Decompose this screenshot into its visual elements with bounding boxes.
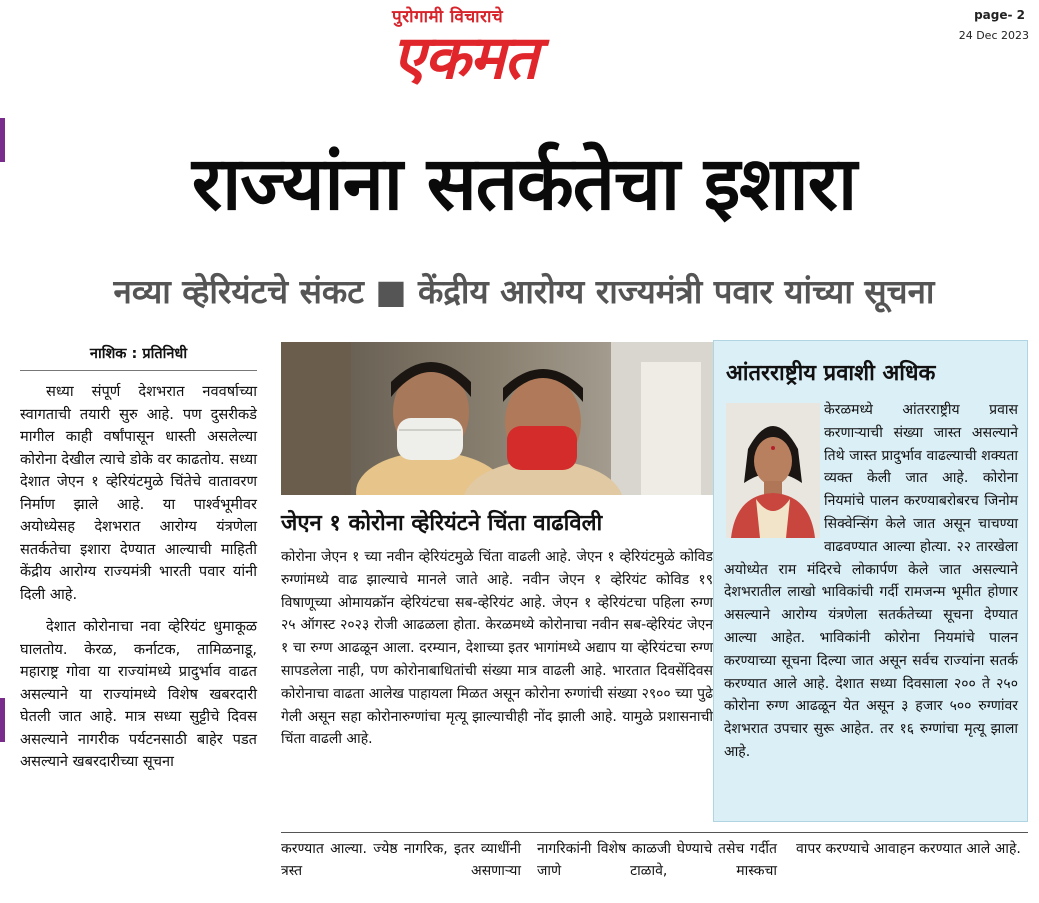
portrait-photo bbox=[726, 403, 820, 538]
bottom-column-3: वापर करण्याचे आवाहन करण्यात आले आहे. bbox=[796, 841, 1021, 857]
page-title: राज्यांना सतर्कतेचा इशारा bbox=[191, 141, 857, 227]
bottom-column-2: नागरिकांनी विशेष काळजी घेण्याचे तसेच गर्दीत जाणे टाळावे, मास्कचा bbox=[537, 841, 777, 879]
bottom-column-1: करण्यात आल्या. ज्येष्ठ नागरिक, इतर व्याधींनी त्रस्त असणाऱ्या bbox=[281, 841, 521, 879]
masked-women-photo bbox=[281, 342, 713, 495]
bottom-divider bbox=[281, 832, 1028, 833]
left-column bbox=[20, 342, 257, 774]
masthead-logo: एकमत bbox=[392, 23, 538, 93]
byline: नाशिक : प्रतिनिधी bbox=[89, 346, 188, 362]
subheadline: नव्या व्हेरियंटचे संकट ■ केंद्रीय आरोग्य राज्यमंत्री पवार यांच्या सूचना bbox=[113, 272, 935, 311]
news-photo bbox=[281, 342, 713, 495]
page-number: page- 2 bbox=[974, 8, 1025, 22]
page-date: 24 Dec 2023 bbox=[958, 29, 1029, 42]
story-body: कोरोना जेएन १ च्या नवीन व्हेरियंटमुळे चिंता वाढली आहे. जेएन १ व्हेरियंटमुळे कोविड रुग्णांमध्ये वाढ झाल्याचे मानले जाते आहे. नवीन जेएन १ व्हेरियंट कोविड १९ विषाणूच्या ओमायक्रॉन व्हेरियंटचा सब-व्हेरियंट आहे. जेएन १ व्हेरियंटचा पहिला रुग्ण २५ ऑगस्ट २०२३ रोजी आढळला होता. केरळमध्ये कोरोनाचा नवीन सब-व्हेरियंट जेएन १ चा रुग्ण आढळून आला. दरम्यान, देशाच्या इतर भागांमध्ये अद्याप या व्हेरियंटचा रुग्ण सापडलेला नाही, पण कोरोनाबाधितांची संख्या मात्र वाढली आहे. भारतात दिवसेंदिवस कोरोनाचा वाढता आलेख पाहायला मिळत असून कोरोना रुग्णांची संख्या २९०० च्या पुढे गेली असून सहा कोरोनारुग्णांचा मृत्यू झाल्याचीही नोंद झाली आहे. यामुळे प्रशासनाची चिंता वाढली आहे. bbox=[281, 549, 713, 748]
divider bbox=[20, 370, 257, 371]
left-accent-bar bbox=[0, 118, 5, 162]
sidebar-box bbox=[713, 340, 1028, 822]
minister-portrait bbox=[726, 403, 820, 538]
story-subheadline: जेएन १ कोरोना व्हेरियंटने चिंता वाढविली bbox=[281, 511, 603, 536]
sidebar-body-text: केरळमध्ये आंतरराष्ट्रीय प्रवास करणाऱ्याची संख्या जास्त असल्याने तिथे जास्त प्रादुर्भाव वाढल्याची शक्यता व्यक्त केली जात आहे. कोरोना नियमांचे पालन करण्याबरोबरच जिनोम सिक्वेन्सिंग केले जात असून चाचण्या वाढवण्यात आल्या होत्या. २२ तारखेला अयोध्येत राम मंदिरचे लोकार्पण केले जात असल्याने देशभरातील लाखो भाविकांची गर्दी रामजन्म भूमीत होणार असल्याने आरोग्य यंत्रणेला सतर्कतेच्या सूचना देण्यात आल्या आहेत. भाविकांनी कोरोना नियमांचे पालन करण्याच्या सूचना दिल्या जात असून सर्वच राज्यांना सतर्क करण्यात आले आहे. देशात सध्या दिवसाला २०० ते २५० कोरोना रुग्ण आढळून येत असून ३ हजार ५०० रुग्णांवर देशभरात उपचार सुरू आहेत. तर १६ रुग्णांचा मृत्यू झाला आहे. bbox=[724, 402, 1018, 760]
masthead-tagline: पुरोगामी विचाराचे bbox=[392, 7, 504, 27]
article-paragraph: देशात कोरोनाचा नवा व्हेरियंट धुमाकूळ घालतोय. केरळ, कर्नाटक, तामिळनाडू, महाराष्ट्र गोवा या राज्यांमध्ये प्रादुर्भाव वाढत असल्याने या राज्यांमध्ये विशेष खबरदारी घेतली जात आहे. मात्र सध्या सुट्टीचे दिवस असल्याने नागरीक पर्यटनसाठी बाहेर पडत असल्याने खबरदारीच्या सूचना bbox=[20, 618, 257, 770]
article-paragraph: सध्या संपूर्ण देशभरात नववर्षाच्या स्वागताची तयारी सुरु आहे. पण दुसरीकडे मागील काही वर्षांपासून धास्ती असलेल्या कोरोना देखील त्याचे डोके वर काढतोय. सध्या देशात जेएन १ व्हेरियंटमुळे चिंतेचे वातावरण निर्माण झाले आहे. या पार्श्वभूमीवर अयोध्येसह देशभरात आरोग्य यंत्रणेला सतर्कतेचा इशारा देण्यात आल्याची माहिती केंद्रीय आरोग्य राज्यमंत्री भारती पवार यांनी दिली आहे. bbox=[20, 383, 257, 603]
left-accent-bar bbox=[0, 698, 5, 742]
sidebar-title: आंतरराष्ट्रीय प्रवाशी अधिक bbox=[726, 361, 936, 386]
